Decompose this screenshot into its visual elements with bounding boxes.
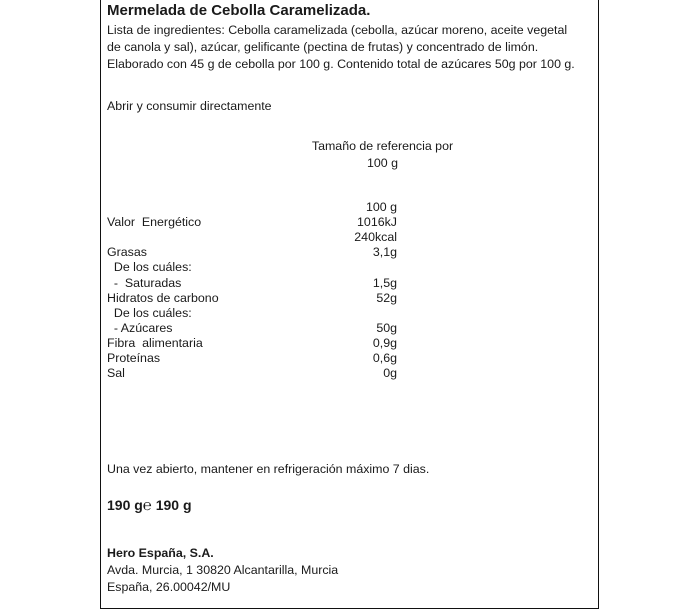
nutrient-name: Hidratos de carbono (107, 291, 219, 305)
nutrient-name: Valor Energético (107, 215, 202, 229)
nutrient-name: De los cuáles: (107, 260, 192, 274)
nutrient-name: Grasas (107, 245, 147, 259)
company-address: Avda. Murcia, 1 30820 Alcantarilla, Murcia (107, 563, 339, 577)
nutrient-value: 1016kJ (357, 215, 397, 229)
nutrient-name: Proteínas (107, 351, 161, 365)
nutrition-row-salt (107, 365, 397, 381)
nutrition-row-saturated (107, 275, 397, 291)
net-weight-value: 190 g (107, 497, 143, 513)
nutrition-row-energy-kj (107, 214, 397, 230)
company-name: Hero España, S.A. (107, 546, 214, 560)
product-title: Mermelada de Cebolla Caramelizada. (107, 2, 371, 19)
reference-line-1: Tamaño de referencia por (311, 139, 454, 153)
reference-line-2: 100 g (366, 156, 398, 170)
nutrient-name: - Saturadas (107, 276, 182, 290)
nutrition-row-sugars (107, 320, 397, 336)
nutrient-value: 52g (376, 291, 397, 305)
nutrition-row-carbs-sub (107, 305, 397, 321)
net-weight-value-repeat: 190 g (155, 497, 192, 513)
nutrient-value: 240kcal (354, 230, 397, 244)
nutrient-value: 50g (376, 321, 397, 335)
storage-instructions: Una vez abierto, mantener en refrigeración máximo 7 dias. (107, 462, 430, 476)
nutrition-reference-header (300, 138, 465, 172)
nutrition-row-fibre (107, 335, 397, 351)
usage-instructions: Abrir y consumir directamente (107, 99, 272, 113)
nutrient-value: 1,5g (372, 276, 397, 290)
column-header-value: 100 g (365, 200, 397, 214)
nutrition-row-fat-sub (107, 259, 397, 275)
nutrition-row-protein (107, 350, 397, 366)
nutrient-name: Sal (107, 366, 125, 380)
ingredients-list: Lista de ingredientes: Cebolla caramelizada (cebolla, azúcar moreno, aceite vegetal de canola y sal), azúcar, gelificante (pectina de frutas) y concentrado de limón. Elaborado con 45 g de cebolla por 100 g. Contenido total de azúcares 50g por 100 g. (107, 23, 575, 71)
nutrition-row-energy-kcal (107, 229, 397, 245)
nutrient-value: 0,9g (372, 336, 397, 350)
net-weight (107, 497, 192, 514)
estimated-sign-icon: ℮ (142, 497, 152, 514)
nutrient-name: De los cuáles: (107, 306, 192, 320)
nutrient-name: Fibra alimentaria (107, 336, 203, 350)
nutrition-row-fat (107, 244, 397, 260)
company-info (107, 545, 338, 596)
nutrient-value: 3,1g (372, 245, 397, 259)
company-registration: España, 26.00042/MU (107, 580, 231, 594)
nutrient-value: 0,6g (372, 351, 397, 365)
nutrition-column-header (107, 199, 397, 215)
nutrition-row-carbohydrates (107, 290, 397, 306)
nutrient-name: - Azúcares (107, 321, 173, 335)
nutrient-value: 0g (383, 366, 397, 380)
